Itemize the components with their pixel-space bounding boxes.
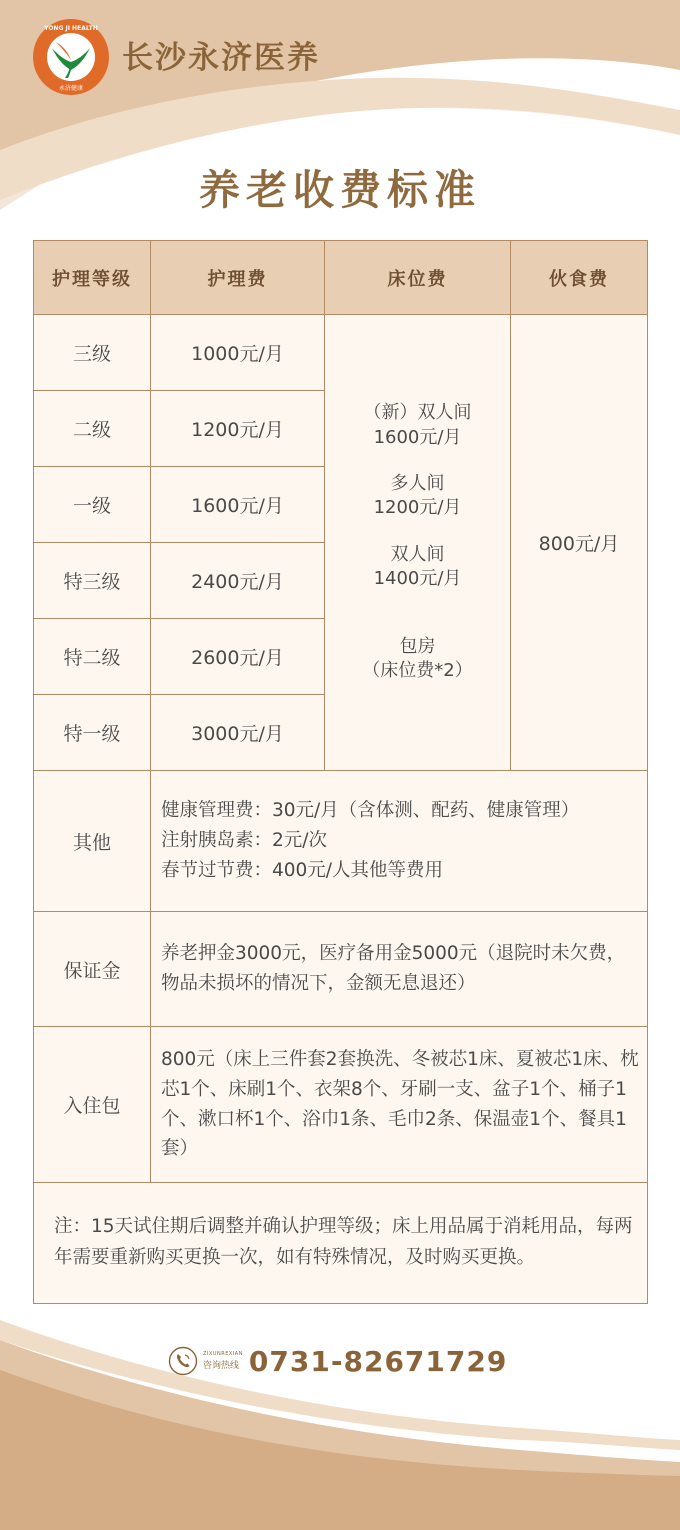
care-level-cell: 特一级 xyxy=(34,695,151,771)
note-text: 注：15天试住期后调整并确认护理等级；床上用品属于消耗用品，每两年需要重新购买更换一次，如有特殊情况，及时购买更换。 xyxy=(34,1183,648,1304)
note-row xyxy=(34,1183,648,1304)
other-label: 其他 xyxy=(34,771,151,912)
checkin-package-text: 800元（床上三件套2套换洗、冬被芯1床、夏被芯1床、枕芯1个、床刷1个、衣架8个、牙刷一支、盆子1个、桶子1个、漱口杯1个、浴巾1条、毛巾2条、保温壶1个、餐具1套） xyxy=(151,1027,648,1183)
other-fees-cell xyxy=(151,771,648,912)
care-fee-cell: 3000元/月 xyxy=(151,695,325,771)
bed-option-name: 多人间 xyxy=(390,472,445,494)
deposit-label: 保证金 xyxy=(34,912,151,1027)
bed-option-name: （新）双人间 xyxy=(363,402,472,424)
care-level-cell: 三级 xyxy=(34,315,151,391)
care-fee-cell: 1000元/月 xyxy=(151,315,325,391)
other-fees-row xyxy=(34,771,648,912)
header-care-fee: 护理费 xyxy=(151,241,325,315)
hotline-pinyin: ZIXUNREXIAN xyxy=(203,1351,243,1357)
deposit-text: 养老押金3000元，医疗备用金5000元（退院时未欠费，物品未损坏的情况下，金额无息退还） xyxy=(151,912,648,1027)
logo-top-text: YONG JI HEALTH xyxy=(44,25,98,32)
hotline xyxy=(168,1343,528,1379)
header-care-level: 护理等级 xyxy=(34,241,151,315)
other-fee-line: 春节过节费：400元/人其他等费用 xyxy=(161,859,444,881)
bed-option-name: 双人间 xyxy=(390,543,445,565)
hotline-label: 咨询热线 xyxy=(203,1361,240,1371)
other-fee-line: 注射胰岛素：2元/次 xyxy=(161,830,328,852)
other-fee-line: 健康管理费：30元/月（含体测、配药、健康管理） xyxy=(161,800,580,822)
care-fee-cell: 2600元/月 xyxy=(151,619,325,695)
checkin-package-row xyxy=(34,1027,648,1183)
fee-table xyxy=(33,240,648,1304)
header-meal-fee: 伙食费 xyxy=(511,241,648,315)
bed-option-name: 包房 xyxy=(399,636,436,658)
meal-fee-cell: 800元/月 xyxy=(511,315,648,771)
care-fee-cell: 2400元/月 xyxy=(151,543,325,619)
care-level-cell: 二级 xyxy=(34,391,151,467)
bed-option-price: 1400元/月 xyxy=(373,567,462,589)
bed-option-price: 1200元/月 xyxy=(373,497,462,519)
brand-logo xyxy=(32,18,110,96)
logo-bottom-text: 永济健康 xyxy=(58,85,84,92)
bed-option-price: （床位费*2） xyxy=(362,660,473,682)
page-title: 养老收费标准 xyxy=(199,166,481,214)
brand-name: 长沙永济医养 xyxy=(122,40,320,76)
deposit-row xyxy=(34,912,648,1027)
bed-fee-cell xyxy=(325,315,511,771)
header-bed-fee: 床位费 xyxy=(325,241,511,315)
care-level-cell: 特三级 xyxy=(34,543,151,619)
bottom-wave-decoration xyxy=(0,1300,680,1530)
care-fee-cell: 1200元/月 xyxy=(151,391,325,467)
bed-option-price: 1600元/月 xyxy=(373,426,462,448)
care-level-cell: 特二级 xyxy=(34,619,151,695)
hotline-number[interactable]: 0731-82671729 xyxy=(248,1344,508,1378)
checkin-package-label: 入住包 xyxy=(34,1027,151,1183)
phone-icon xyxy=(168,1346,198,1376)
care-level-cell: 一级 xyxy=(34,467,151,543)
table-header-row xyxy=(34,241,648,315)
table-row xyxy=(34,315,648,391)
care-fee-cell: 1600元/月 xyxy=(151,467,325,543)
